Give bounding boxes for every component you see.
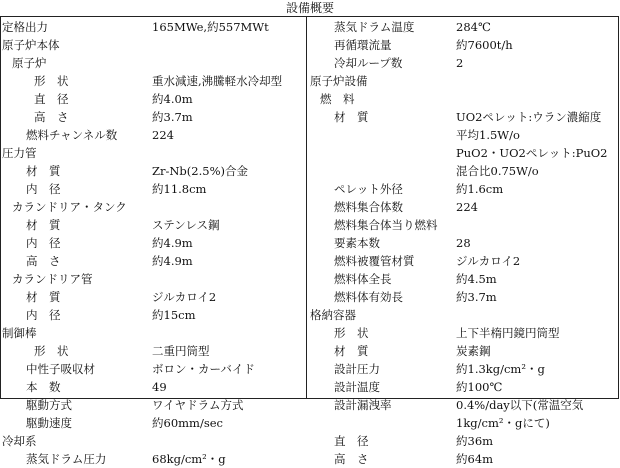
spec-value: 約4.9m bbox=[152, 254, 193, 268]
spec-value: UO2ペレット:ウラン濃縮度 bbox=[456, 110, 602, 124]
spec-label: 直 径 bbox=[34, 92, 69, 106]
spec-label: 材 質 bbox=[26, 164, 61, 178]
spec-row bbox=[0, 288, 306, 306]
spec-value: Zr-Nb(2.5%)合金 bbox=[152, 164, 248, 178]
spec-label: 内 径 bbox=[26, 236, 61, 250]
spec-row bbox=[308, 216, 619, 234]
spec-value: 2 bbox=[456, 56, 464, 70]
spec-row bbox=[308, 72, 619, 90]
spec-label: 駆動速度 bbox=[26, 416, 72, 430]
spec-row bbox=[0, 378, 306, 396]
spec-value: ワイヤドラム方式 bbox=[152, 398, 244, 412]
left-spec-column bbox=[0, 18, 306, 468]
spec-value: 重水減速,沸騰軽水冷却型 bbox=[152, 74, 283, 88]
spec-value: 平均1.5W/o bbox=[456, 128, 520, 142]
spec-row bbox=[0, 432, 306, 450]
spec-value: 上下半楕円鏡円筒型 bbox=[456, 326, 560, 340]
spec-row bbox=[308, 270, 619, 288]
spec-label: 原子炉 bbox=[12, 56, 47, 70]
spec-label: 設計漏洩率 bbox=[334, 398, 392, 412]
spec-label: 燃料体有効長 bbox=[334, 290, 403, 304]
spec-row bbox=[0, 144, 306, 162]
spec-label: 形 状 bbox=[34, 344, 69, 358]
spec-value: 284℃ bbox=[456, 20, 491, 34]
spec-value: ジルカロイ2 bbox=[152, 290, 217, 304]
spec-row bbox=[308, 432, 619, 450]
spec-label: カランドリア管 bbox=[12, 272, 93, 286]
spec-row bbox=[308, 36, 619, 54]
spec-row bbox=[308, 396, 619, 414]
spec-value: 224 bbox=[152, 128, 174, 142]
spec-label: 制御棒 bbox=[2, 326, 37, 340]
spec-row bbox=[0, 198, 306, 216]
spec-label: 再循環流量 bbox=[334, 38, 392, 52]
spec-row bbox=[308, 162, 619, 180]
spec-row bbox=[308, 180, 619, 198]
spec-row bbox=[0, 72, 306, 90]
spec-row bbox=[308, 90, 619, 108]
spec-row bbox=[308, 144, 619, 162]
spec-value: 混合比0.75W/o bbox=[456, 164, 539, 178]
page-title: 設備概要 bbox=[285, 1, 334, 15]
spec-label: 定格出力 bbox=[2, 20, 48, 34]
spec-row bbox=[0, 270, 306, 288]
spec-label: 形 状 bbox=[34, 74, 69, 88]
spec-value: 炭素鋼 bbox=[456, 344, 491, 358]
spec-value: ボロン・カーバイド bbox=[152, 362, 255, 376]
spec-value: ステンレス鋼 bbox=[152, 218, 220, 232]
spec-row bbox=[0, 108, 306, 126]
spec-label: ペレット外径 bbox=[334, 182, 403, 196]
spec-row bbox=[308, 450, 619, 468]
spec-value: 約4.5m bbox=[456, 272, 497, 286]
spec-label: 設計温度 bbox=[334, 380, 380, 394]
spec-row bbox=[308, 378, 619, 396]
spec-label: 燃料集合体数 bbox=[334, 200, 403, 214]
spec-row bbox=[308, 342, 619, 360]
spec-row bbox=[308, 360, 619, 378]
spec-value: 224 bbox=[456, 200, 478, 214]
spec-row bbox=[308, 288, 619, 306]
spec-row bbox=[0, 252, 306, 270]
spec-value: 約1.3kg/cm²・g bbox=[456, 362, 545, 376]
spec-value: 約36m bbox=[456, 434, 494, 448]
spec-row bbox=[308, 126, 619, 144]
spec-label: 本 数 bbox=[26, 380, 61, 394]
spec-row bbox=[308, 324, 619, 342]
spec-label: 冷却系 bbox=[2, 434, 37, 448]
spec-value: 約15cm bbox=[152, 308, 196, 322]
spec-value: 約1.6cm bbox=[456, 182, 504, 196]
spec-row bbox=[308, 54, 619, 72]
spec-value: 165MWe,約557MWt bbox=[152, 20, 269, 34]
spec-value: 約3.7m bbox=[456, 290, 497, 304]
spec-label: 内 径 bbox=[26, 182, 61, 196]
spec-label: 蒸気ドラム圧力 bbox=[26, 452, 107, 466]
spec-value: 約60mm/sec bbox=[152, 416, 223, 430]
spec-row bbox=[0, 54, 306, 72]
spec-value: ジルカロイ2 bbox=[456, 254, 521, 268]
spec-label: 駆動方式 bbox=[26, 398, 72, 412]
spec-row bbox=[0, 414, 306, 432]
spec-row bbox=[0, 90, 306, 108]
spec-label: 冷却ループ数 bbox=[334, 56, 403, 70]
spec-row bbox=[0, 180, 306, 198]
spec-label: 燃料チャンネル数 bbox=[26, 128, 118, 142]
spec-label: 蒸気ドラム温度 bbox=[334, 20, 415, 34]
column-divider bbox=[306, 16, 307, 399]
spec-row bbox=[0, 126, 306, 144]
spec-label: 燃料集合体当り燃料 bbox=[334, 218, 438, 232]
spec-value: 約64m bbox=[456, 452, 494, 466]
spec-row bbox=[308, 414, 619, 432]
spec-label: 直 径 bbox=[334, 434, 369, 448]
right-spec-column bbox=[308, 18, 619, 468]
spec-label: 材 質 bbox=[334, 110, 369, 124]
spec-label: 圧力管 bbox=[2, 146, 37, 160]
spec-row bbox=[0, 234, 306, 252]
spec-label: 高 さ bbox=[334, 452, 369, 466]
spec-row bbox=[308, 108, 619, 126]
spec-value: 68kg/cm²・g bbox=[152, 452, 226, 466]
spec-label: 燃料体全長 bbox=[334, 272, 392, 286]
spec-label: 燃料被覆管材質 bbox=[334, 254, 415, 268]
spec-row bbox=[0, 450, 306, 468]
spec-value: 0.4%/day以下(常温空気 bbox=[456, 398, 584, 412]
spec-label: 材 質 bbox=[334, 344, 369, 358]
spec-value: 49 bbox=[152, 380, 167, 394]
spec-label: 高 さ bbox=[34, 110, 69, 124]
spec-row bbox=[0, 306, 306, 324]
spec-value: 約7600t/h bbox=[456, 38, 513, 52]
spec-label: カランドリア・タンク bbox=[12, 200, 127, 214]
spec-value: PuO2・UO2ペレット:PuO2 bbox=[456, 146, 608, 160]
spec-row bbox=[308, 306, 619, 324]
spec-label: 原子炉設備 bbox=[310, 74, 368, 88]
spec-value: 約3.7m bbox=[152, 110, 193, 124]
spec-label: 形 状 bbox=[334, 326, 369, 340]
spec-value: 約11.8cm bbox=[152, 182, 207, 196]
spec-label: 原子炉本体 bbox=[2, 38, 60, 52]
spec-row bbox=[0, 36, 306, 54]
spec-row bbox=[0, 18, 306, 36]
spec-row bbox=[308, 252, 619, 270]
spec-value: 1kg/cm²・gにて) bbox=[456, 416, 550, 430]
spec-value: 約4.9m bbox=[152, 236, 193, 250]
spec-label: 高 さ bbox=[26, 254, 61, 268]
spec-row bbox=[0, 162, 306, 180]
spec-label: 材 質 bbox=[26, 290, 61, 304]
spec-row bbox=[0, 342, 306, 360]
spec-row bbox=[308, 18, 619, 36]
spec-row bbox=[0, 216, 306, 234]
spec-label: 設計圧力 bbox=[334, 362, 380, 376]
spec-value: 28 bbox=[456, 236, 471, 250]
spec-label: 材 質 bbox=[26, 218, 61, 232]
spec-label: 中性子吸収材 bbox=[26, 362, 95, 376]
spec-value: 約100℃ bbox=[456, 380, 503, 394]
spec-row bbox=[0, 360, 306, 378]
spec-row bbox=[0, 396, 306, 414]
spec-row bbox=[308, 234, 619, 252]
spec-value: 約4.0m bbox=[152, 92, 193, 106]
spec-label: 格納容器 bbox=[310, 308, 356, 322]
spec-value: 二重円筒型 bbox=[152, 344, 210, 358]
spec-label: 内 径 bbox=[26, 308, 61, 322]
spec-row bbox=[0, 324, 306, 342]
spec-label: 燃 料 bbox=[320, 92, 355, 106]
spec-label: 要素本数 bbox=[334, 236, 380, 250]
spec-row bbox=[308, 198, 619, 216]
